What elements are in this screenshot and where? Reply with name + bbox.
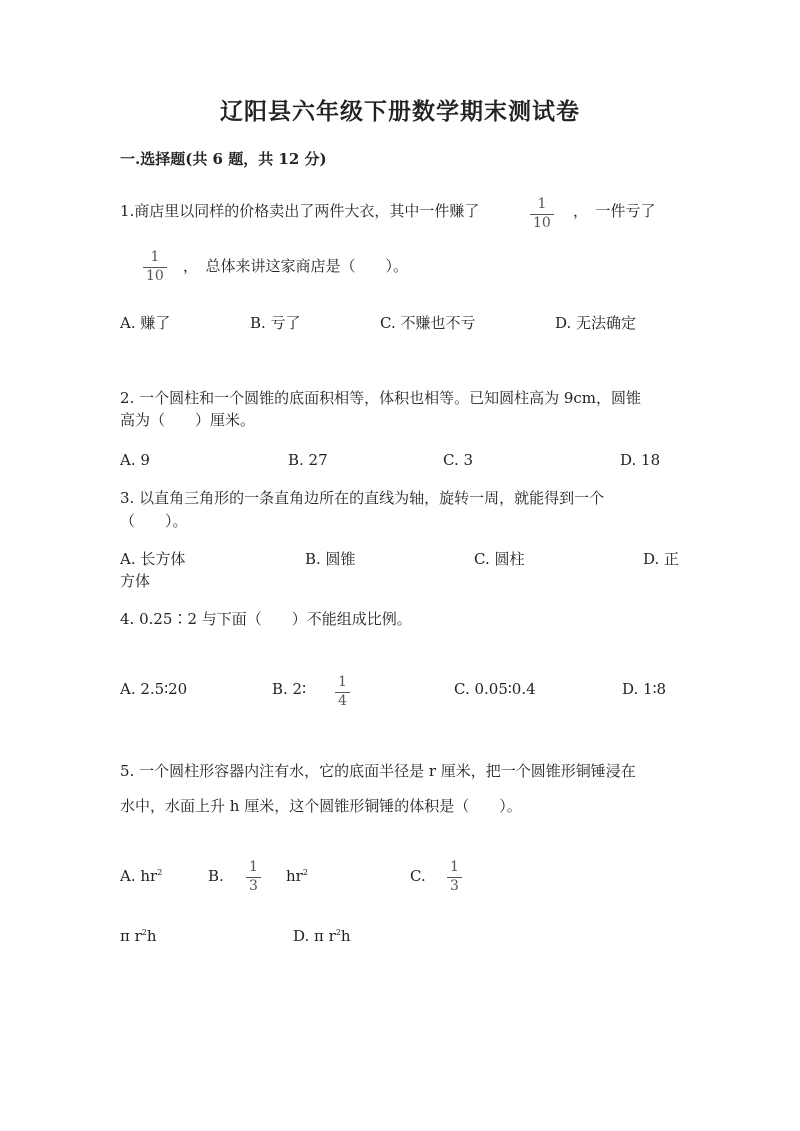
option-c-tail-text: π r	[120, 927, 142, 945]
fraction-numerator: 1	[537, 196, 547, 212]
question-5-option-b[interactable]: B.	[208, 867, 224, 885]
question-5-option-c[interactable]: C.	[410, 867, 426, 885]
superscript: 2	[302, 868, 308, 877]
option-d-text: D. π r	[293, 927, 336, 945]
question-3-option-d-wrap: 方体	[120, 572, 151, 590]
question-5-option-b-tail	[286, 867, 308, 885]
question-1-option-c[interactable]: C. 不赚也不亏	[380, 314, 476, 332]
question-5-option-c-fraction	[447, 860, 462, 895]
section-heading: 一.选择题(共 6 题，共 12 分)	[120, 150, 327, 168]
question-1-text-b: ， 一件亏了	[573, 202, 656, 220]
fraction-numerator: 1	[150, 249, 160, 265]
fraction-denominator: 3	[249, 878, 258, 895]
question-1-text-c: ， 总体来讲这家商店是（ ）。	[183, 257, 409, 275]
page-title: 辽阳县六年级下册数学期末测试卷	[220, 98, 580, 125]
question-5-line-1: 5. 一个圆柱形容器内注有水，它的底面半径是 r 厘米，把一个圆锥形铜锤浸在	[120, 762, 636, 780]
question-4-option-a[interactable]: A. 2.5∶20	[120, 680, 188, 698]
question-1-option-d[interactable]: D. 无法确定	[555, 314, 637, 332]
question-5-option-b-fraction	[246, 860, 261, 895]
fraction-denominator: 4	[338, 693, 347, 710]
fraction-denominator: 10	[146, 268, 164, 285]
question-3-line-1: 3. 以直角三角形的一条直角边所在的直线为轴，旋转一周，就能得到一个	[120, 489, 605, 507]
question-1-option-b[interactable]: B. 亏了	[250, 314, 301, 332]
superscript: 2	[157, 868, 163, 877]
question-1-fraction-2	[143, 250, 167, 285]
fraction-denominator: 3	[450, 878, 459, 895]
question-1-text-a: 1.商店里以同样的价格卖出了两件大衣，其中一件赚了	[120, 202, 480, 220]
question-5-option-a[interactable]	[120, 867, 162, 885]
question-1-fraction-1	[530, 197, 554, 232]
option-a-text: A. hr	[120, 867, 158, 885]
question-1-option-a[interactable]: A. 赚了	[120, 314, 171, 332]
superscript: 2	[335, 928, 341, 937]
question-3-line-2: （ ）。	[120, 512, 188, 530]
fraction-numerator: 1	[338, 674, 347, 690]
question-5-option-d[interactable]	[293, 927, 351, 945]
question-2-option-c[interactable]: C. 3	[443, 451, 474, 469]
fraction-numerator: 1	[450, 859, 459, 875]
question-4-option-b[interactable]: B. 2∶	[272, 680, 307, 698]
question-4-option-c[interactable]: C. 0.05∶0.4	[454, 680, 536, 698]
question-3-option-b[interactable]: B. 圆锥	[305, 550, 356, 568]
question-3-option-c[interactable]: C. 圆柱	[474, 550, 525, 568]
question-2-option-a[interactable]: A. 9	[120, 451, 150, 469]
question-2-line-2: 高为（ ）厘米。	[120, 411, 256, 429]
superscript: 2	[141, 928, 147, 937]
question-3-option-d[interactable]: D. 正	[643, 550, 680, 568]
question-4-option-d[interactable]: D. 1∶8	[622, 680, 667, 698]
option-c-tail-h: h	[146, 927, 157, 945]
question-2-line-1: 2. 一个圆柱和一个圆锥的底面积相等，体积也相等。已知圆柱高为 9cm，圆锥	[120, 389, 642, 407]
question-5-line-2: 水中，水面上升 h 厘米，这个圆锥形铜锤的体积是（ ）。	[120, 797, 522, 815]
fraction-numerator: 1	[249, 859, 258, 875]
question-2-option-b[interactable]: B. 27	[288, 451, 328, 469]
fraction-denominator: 10	[533, 215, 551, 232]
option-d-h: h	[340, 927, 351, 945]
question-2-option-d[interactable]: D. 18	[620, 451, 661, 469]
option-b-tail-text: hr	[286, 867, 303, 885]
question-5-option-c-tail	[120, 927, 157, 945]
question-4-option-b-fraction	[335, 675, 350, 710]
question-4-text: 4. 0.25∶2 与下面（ ）不能组成比例。	[120, 610, 412, 628]
question-3-option-a[interactable]: A. 长方体	[120, 550, 186, 568]
